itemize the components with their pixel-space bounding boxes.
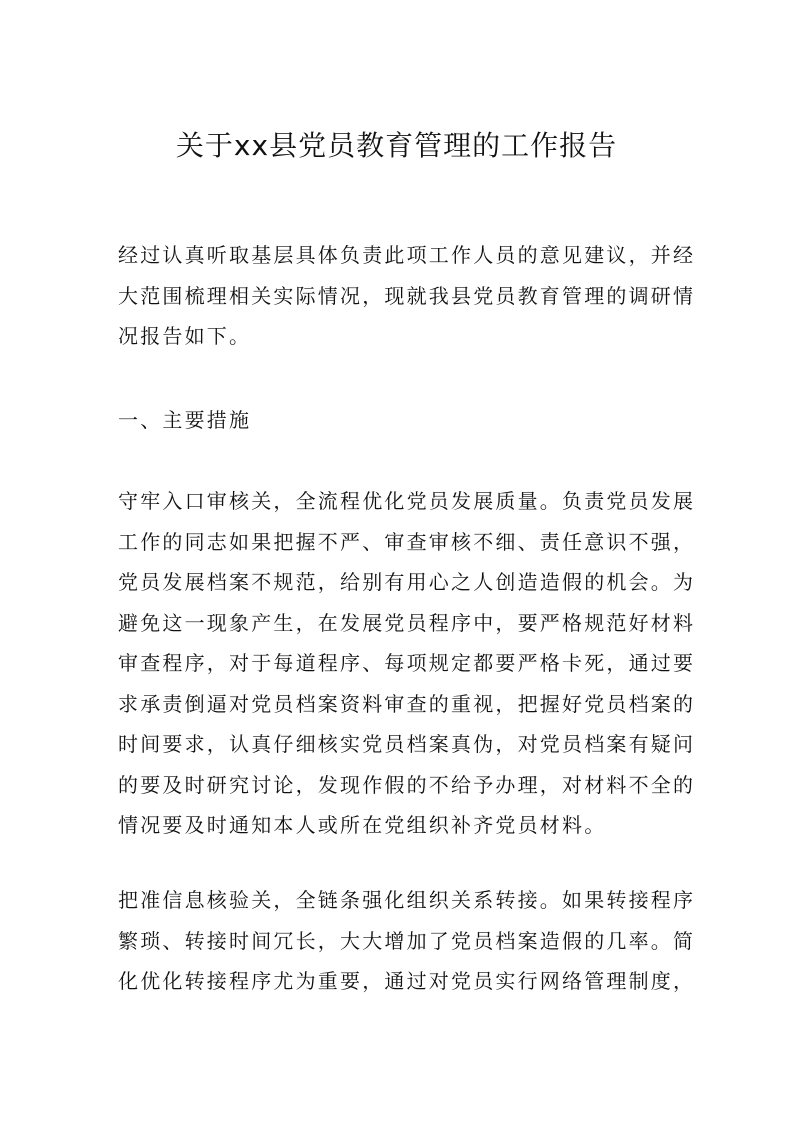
paragraph-line: 求承责倒逼对党员档案资料审查的重视，把握好党员档案的 [118, 691, 696, 716]
intro-paragraph [118, 235, 696, 357]
paragraph-line: 化优化转接程序尤为重要，通过对党员实行网络管理制度， [118, 969, 696, 993]
document-title: 关于xx县党员教育管理的工作报告 [175, 129, 618, 162]
paragraph-line: 避免这一现象产生，在发展党员程序中，要严格规范好材料 [118, 610, 696, 635]
paragraph-line: 大范围梳理相关实际情况，现就我县党员教育管理的调研情 [118, 283, 696, 308]
measure-paragraph-entry-review [118, 481, 696, 846]
paragraph-line: 时间要求，认真仔细核实党员档案真伪，对党员档案有疑问 [118, 732, 696, 756]
section-heading [118, 400, 678, 441]
section-heading-text: 一、主要措施 [118, 408, 252, 432]
paragraph-line: 况报告如下。 [118, 324, 252, 348]
paragraph-line: 把准信息核验关，全链条强化组织关系转接。如果转接程序 [118, 888, 696, 912]
paragraph-line: 繁琐、转接时间冗长，大大增加了党员档案造假的几率。简 [118, 928, 696, 953]
paragraph-line: 经过认真听取基层具体负责此项工作人员的意见建议，并经 [118, 243, 696, 267]
paragraph-line: 党员发展档案不规范，给别有用心之人创造造假的机会。为 [118, 570, 696, 594]
paragraph-line: 工作的同志如果把握不严、审查审核不细、责任意识不强， [118, 529, 696, 554]
paragraph-line: 的要及时研究讨论，发现作假的不给予办理，对材料不全的 [118, 772, 696, 797]
measure-paragraph-info-verification [118, 880, 696, 1002]
paragraph-line: 情况要及时通知本人或所在党组织补齐党员材料。 [118, 813, 607, 837]
paragraph-line: 守牢入口审核关，全流程优化党员发展质量。负责党员发展 [118, 489, 696, 513]
paragraph-line: 审查程序，对于每道程序、每项规定都要严格卡死，通过要 [118, 651, 696, 675]
